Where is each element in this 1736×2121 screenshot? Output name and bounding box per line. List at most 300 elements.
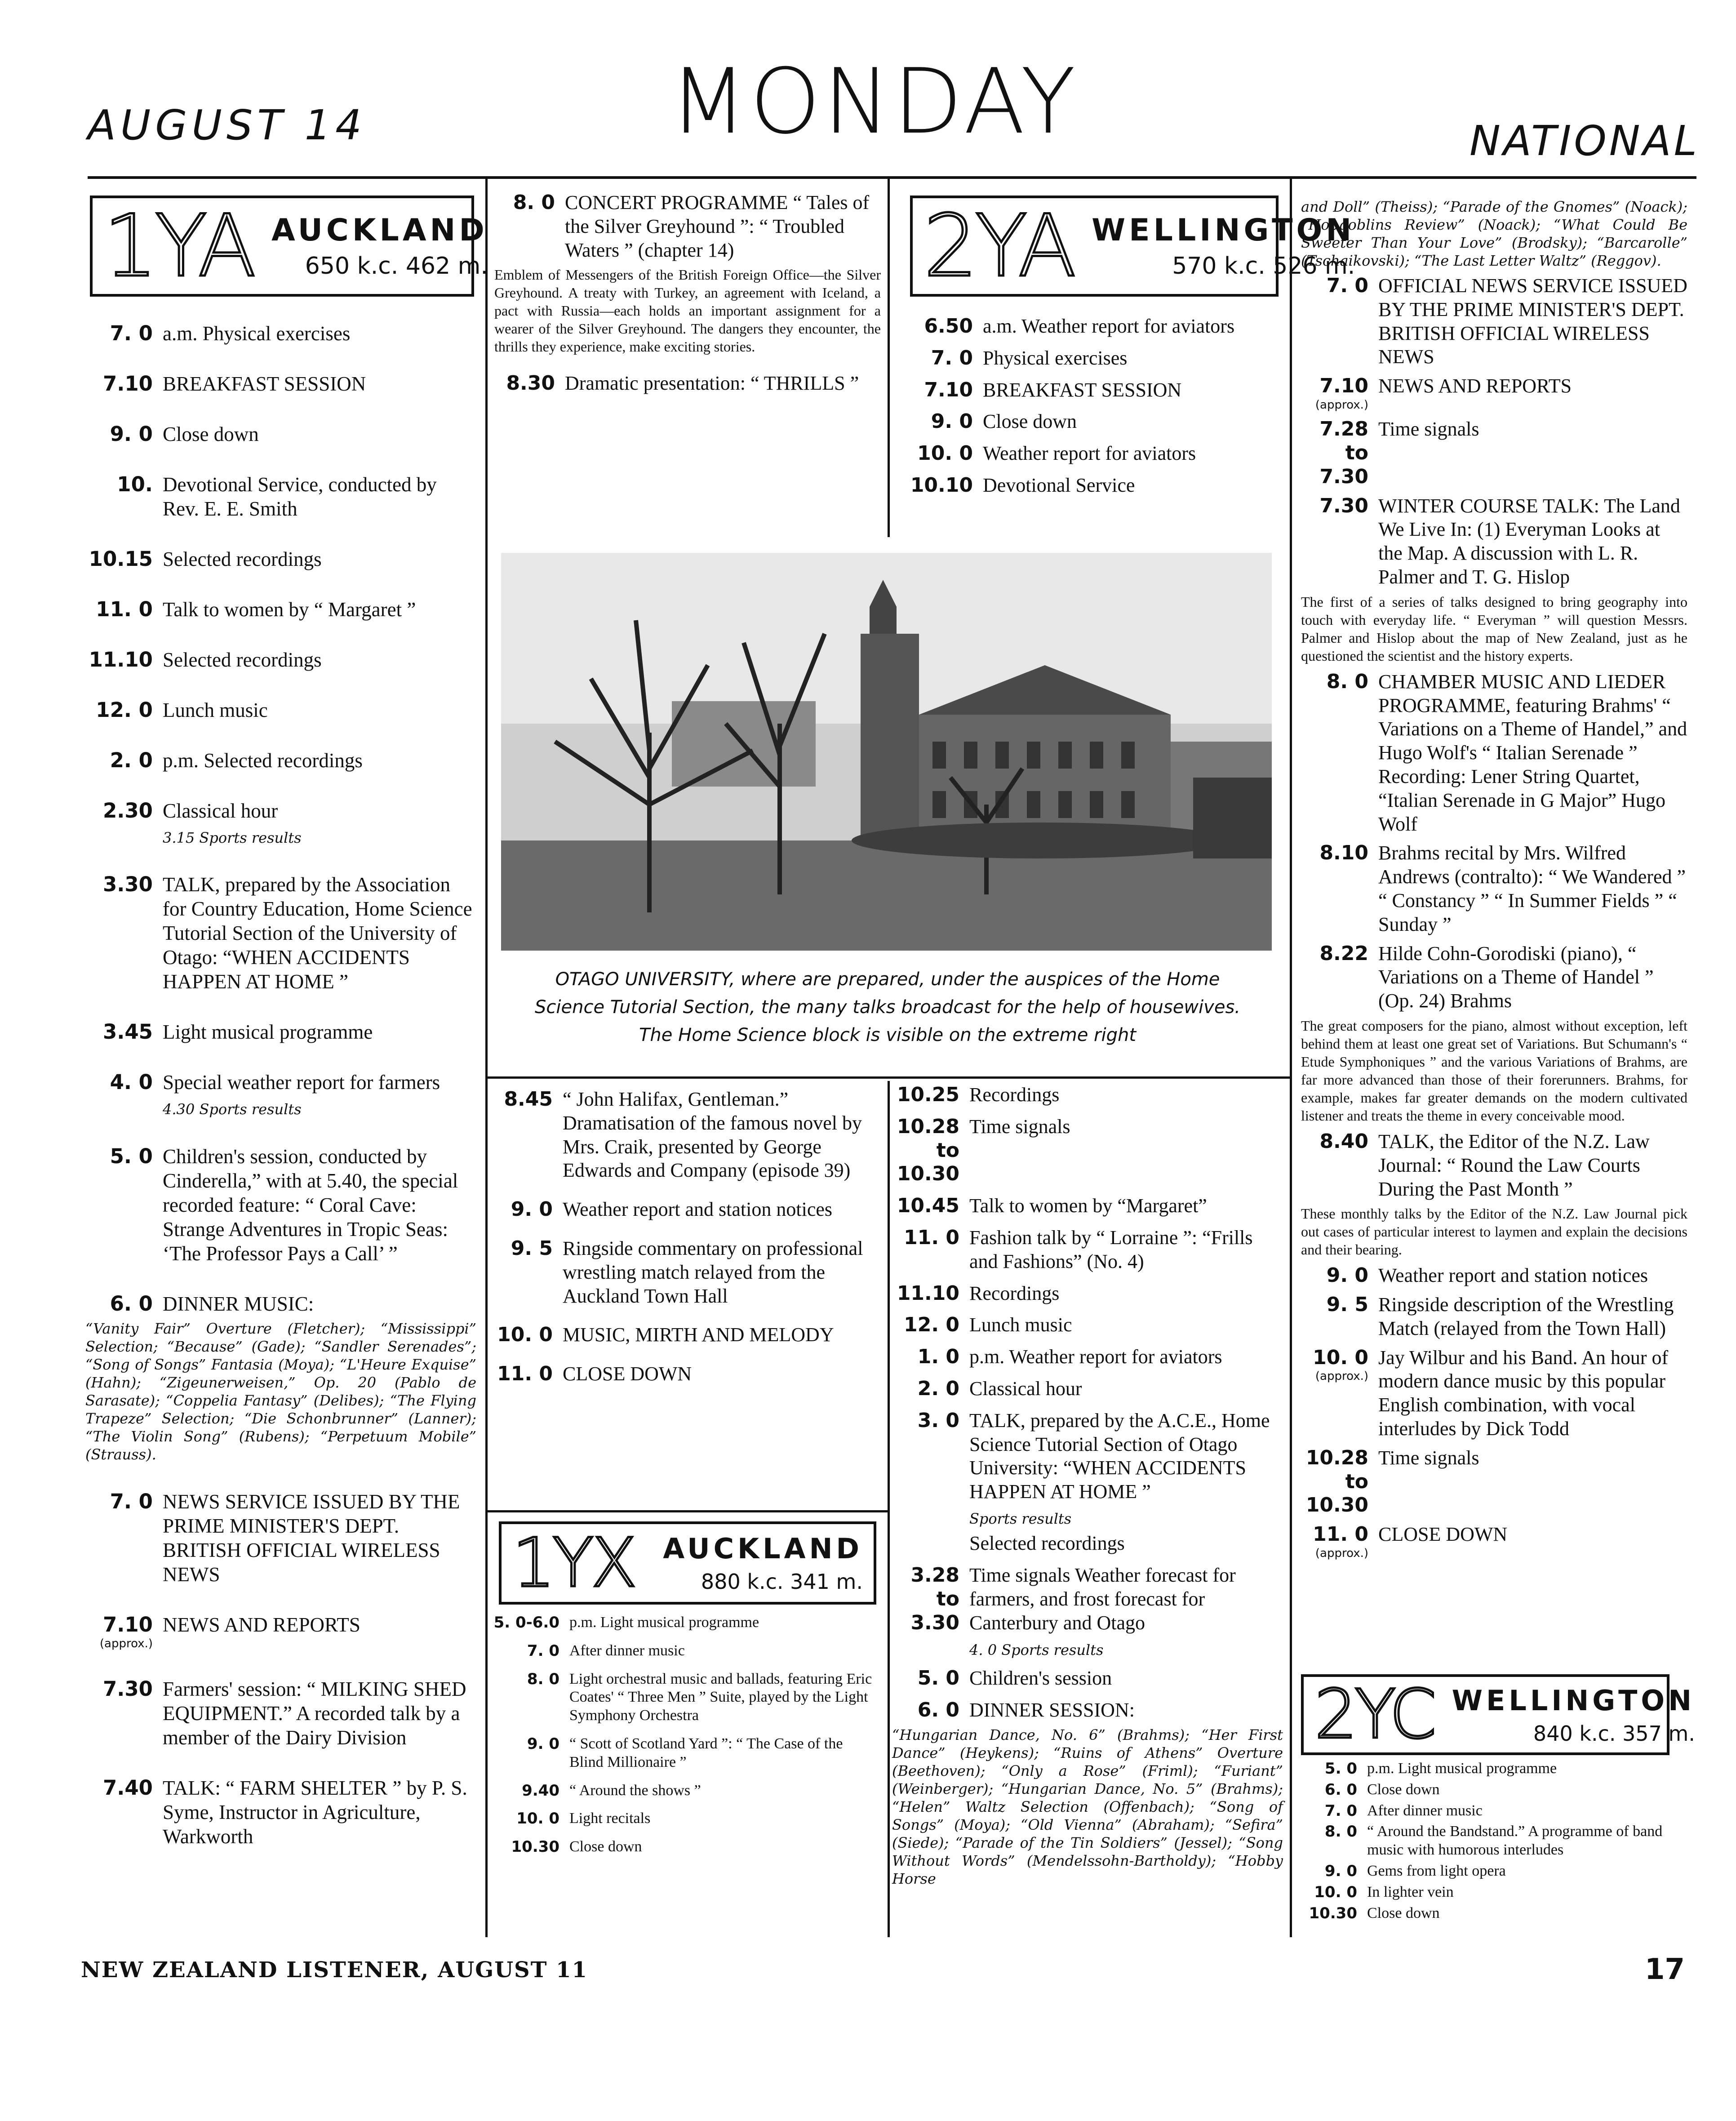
program-entry (894, 442, 1281, 466)
program-entry (892, 1115, 1283, 1186)
program-time: 11.10 (89, 648, 153, 671)
program-time: 7. 0 (527, 1641, 559, 1660)
program-time-block (85, 597, 153, 622)
program-entry (492, 1642, 879, 1660)
program-time: 8. 0 (1326, 670, 1368, 693)
program-time: 8. 0 (513, 191, 555, 214)
program-time-block (85, 1144, 153, 1266)
program-time: 5. 0 (110, 1144, 153, 1168)
program-title: CLOSE DOWN (1378, 1523, 1508, 1546)
program-title: Light recitals (569, 1810, 651, 1827)
program-details (163, 872, 476, 994)
program-entry (494, 372, 881, 396)
program-time-block (1299, 1760, 1357, 1778)
program-time-block (892, 1409, 959, 1556)
program-time: 12. 0 (904, 1313, 959, 1337)
program-time-block (492, 1323, 553, 1347)
program-list-1yx (492, 1614, 879, 1866)
program-list-2yc (1299, 1760, 1676, 1925)
program-time: 7. 0 (1324, 1801, 1357, 1820)
program-time-block (1301, 670, 1368, 836)
program-time-block (85, 1070, 153, 1118)
program-time-block (85, 472, 153, 521)
program-time-block (892, 1226, 959, 1274)
program-details (163, 1070, 476, 1118)
program-time-block (894, 347, 973, 370)
program-entry (892, 1226, 1283, 1274)
program-details (1378, 1264, 1687, 1288)
program-time-block (85, 748, 153, 773)
program-details (563, 1237, 881, 1308)
program-entry (85, 1020, 476, 1044)
program-entry (85, 1776, 476, 1849)
program-details (1378, 1446, 1687, 1517)
program-details (1367, 1823, 1676, 1859)
section-divider (485, 1076, 1290, 1079)
program-time: 7.10 (102, 1612, 153, 1636)
footer-publication: NEW ZEALAND LISTENER, AUGUST 11 (81, 1957, 588, 1983)
program-time-note: (approx.) (1315, 1370, 1368, 1383)
program-entry (85, 1677, 476, 1750)
program-title: NEWS SERVICE ISSUED BY THE PRIME MINISTER'S DEPT. BRITISH OFFICIAL WIRELESS NEWS (163, 1490, 460, 1586)
program-details (983, 347, 1281, 370)
program-time: 3.28 to 3.30 (910, 1564, 959, 1634)
program-details (163, 372, 476, 396)
program-title: CONCERT PROGRAMME “ Tales of the Silver Greyhound ”: “ Troubled Waters ” (chapter 14) (565, 191, 870, 261)
program-title: Children's session, conducted by Cinderella,” with at 5.40, the special recorded feature: “ Coral Cave: Strange Adventures in Tropic Seas: ‘The Professor Pays a Call’ ” (163, 1145, 458, 1265)
program-time-block (85, 547, 153, 571)
program-entry (894, 315, 1281, 338)
program-note: Sports results (969, 1510, 1072, 1527)
header-rule (88, 176, 1696, 179)
program-time-note: (approx.) (99, 1636, 153, 1650)
program-time: 10. (117, 472, 153, 496)
program-title: After dinner music (1367, 1802, 1483, 1819)
program-time: 7.30 (1319, 494, 1368, 517)
program-time: 2. 0 (110, 748, 153, 772)
program-details (969, 1083, 1283, 1107)
program-details (1367, 1760, 1676, 1778)
program-time-block (1299, 1883, 1357, 1902)
program-title: BREAKFAST SESSION (163, 373, 366, 395)
program-time: 10.25 (897, 1083, 959, 1106)
program-time: 8. 0 (1324, 1823, 1357, 1841)
program-entry (894, 347, 1281, 370)
program-details (163, 1020, 476, 1044)
program-details (983, 378, 1281, 402)
program-extra: Selected recordings (969, 1532, 1125, 1555)
program-title: CHAMBER MUSIC AND LIEDER PROGRAMME, featuring Brahms' “ Variations on a Theme of Handel,” and Hugo Wolf's “ Italian Serenade ” Recording: Lener String Quartet, “Italian Serenade in G Major” Hugo Wolf (1378, 670, 1687, 835)
program-time: 9. 5 (511, 1236, 553, 1260)
program-title: Close down (983, 410, 1077, 433)
program-details (969, 1313, 1283, 1337)
program-details (1378, 374, 1687, 412)
program-title: OFFICIAL NEWS SERVICE ISSUED BY THE PRIME MINISTER'S DEPT. BRITISH OFFICIAL WIRELESS NEWS (1378, 275, 1687, 368)
program-note: 4.30 Sports results (163, 1101, 302, 1118)
program-entry (1299, 1904, 1676, 1923)
program-time-block (492, 1088, 553, 1183)
program-entry (892, 1313, 1283, 1337)
program-title: Light orchestral music and ballads, featuring Eric Coates' “ Three Men ” Suite, played by the Light Symphony Orchestra (569, 1670, 872, 1724)
program-entry (492, 1735, 879, 1772)
program-details (983, 315, 1281, 338)
program-details (163, 472, 476, 521)
program-time-block (1301, 1293, 1368, 1341)
program-title: Talk to women by “Margaret” (969, 1195, 1207, 1217)
program-time: 10. 0 (1313, 1346, 1368, 1369)
program-time-note: (approx.) (1315, 1547, 1368, 1561)
program-details (163, 799, 476, 846)
program-time-block (492, 1670, 559, 1725)
program-time: 9. 0 (511, 1198, 553, 1221)
program-entry (892, 1564, 1283, 1659)
caption-line-1: OTAGO UNIVERSITY, where are prepared, under the auspices of the Home (555, 969, 1220, 990)
program-time: 9. 0 (1326, 1264, 1368, 1287)
program-time: 3.45 (102, 1020, 153, 1044)
network-label: NATIONAL (1470, 117, 1700, 165)
program-entry (892, 1409, 1283, 1556)
program-entry (1301, 274, 1687, 369)
program-entry (894, 410, 1281, 434)
program-time-block (85, 1490, 153, 1587)
program-title: Time signals Weather forecast for farmers, and frost forecast for Canterbury and Otago (969, 1564, 1236, 1634)
program-time-block (894, 410, 973, 434)
program-details (569, 1735, 879, 1772)
program-list-2ya-evening-wrap (1301, 198, 1687, 1566)
station-frequency: 880 k.c. 341 m. (701, 1570, 863, 1594)
program-time: 6. 0 (1324, 1780, 1357, 1799)
program-details (983, 474, 1281, 498)
program-time: 7.10 (924, 378, 973, 401)
program-time-block (1299, 1904, 1357, 1923)
program-title: Selected recordings (163, 649, 322, 671)
program-entry (85, 372, 476, 396)
program-time-block (892, 1313, 959, 1337)
program-entry (1299, 1760, 1676, 1778)
program-title: p.m. Weather report for aviators (969, 1346, 1222, 1368)
program-title: NEWS AND REPORTS (1378, 375, 1572, 397)
station-city: AUCKLAND (271, 213, 488, 248)
program-entry (1299, 1883, 1676, 1902)
program-details (1378, 841, 1687, 936)
program-title: a.m. Weather report for aviators (983, 315, 1235, 337)
program-list-1ya-evening (494, 191, 881, 412)
program-details (1378, 670, 1687, 836)
program-title: Time signals (1378, 1446, 1479, 1469)
page-date: AUGUST 14 (88, 101, 366, 149)
program-title: Devotional Service, conducted by Rev. E. E. Smith (163, 473, 437, 520)
program-title: Gems from light opera (1367, 1862, 1506, 1879)
program-description: These monthly talks by the Editor of the N.Z. Law Journal pick out cases of particular interest to laymen and explain the decisions and their bearing. (1301, 1205, 1687, 1258)
program-entry (892, 1345, 1283, 1369)
program-time: 10.45 (897, 1194, 959, 1218)
program-time-block (894, 442, 973, 466)
program-time: 10.30 (1309, 1904, 1357, 1922)
program-entry (85, 547, 476, 571)
program-title: Selected recordings (163, 548, 322, 570)
program-details (163, 1490, 476, 1587)
program-details (1378, 942, 1687, 1013)
program-details (569, 1642, 879, 1660)
program-time: 10. 0 (516, 1810, 559, 1828)
program-entry (85, 472, 476, 521)
program-entry (492, 1237, 881, 1308)
program-details (163, 547, 476, 571)
column-divider (888, 1081, 890, 1937)
program-title: Time signals (1378, 418, 1479, 440)
program-entry (85, 698, 476, 722)
dinner-music-continued: and Doll” (Theiss); “Parade of the Gnomes” (Noack); “Hobgoblins Review” (Noack); “What Could Be Sweeter Than Your Love” (Brodsky); “Barcarolle” (Tschaikovski); “The Last Letter Waltz” (Reggov). (1301, 198, 1687, 269)
program-title: Fashion talk by “ Lorraine ”: “Frills and Fashions” (No. 4) (969, 1226, 1253, 1272)
station-call-sign: 1YX (512, 1524, 635, 1602)
program-time: 8. 0 (527, 1670, 559, 1688)
page-number: 17 (1645, 1953, 1685, 1986)
program-time: 7.10 (1319, 374, 1368, 398)
program-entry (1301, 418, 1687, 489)
program-details (983, 410, 1281, 434)
program-details (565, 191, 881, 262)
station-call-sign: 2YC (1314, 1676, 1434, 1754)
program-time: 1. 0 (917, 1345, 959, 1369)
program-title: Weather report and station notices (563, 1198, 833, 1221)
program-entry (1299, 1823, 1676, 1859)
program-time: 8.40 (1319, 1129, 1368, 1153)
program-time: 9. 5 (1326, 1293, 1368, 1316)
program-description: The great composers for the piano, almost without exception, left behind them at least one great set of Variations. But Schumann's “ Etude Symphoniques ” and the various Variations of Brahms, are far more advanced than those of their forerunners. Brahms, for example, makes far greater demands on the modern cultivated listener and treats the theme in every conceivable mood. (1301, 1017, 1687, 1124)
program-entry (492, 1088, 881, 1183)
program-time: 6.50 (924, 315, 973, 338)
program-details (569, 1670, 879, 1725)
program-time-block (85, 698, 153, 722)
program-time: 11.10 (897, 1281, 959, 1305)
program-time-block (1301, 1523, 1368, 1561)
program-details (563, 1323, 881, 1347)
column-divider (888, 178, 890, 537)
program-time: 5. 0-6.0 (493, 1614, 559, 1632)
program-entry (492, 1810, 879, 1828)
program-time-block (1301, 942, 1368, 1013)
program-time-block (85, 1020, 153, 1044)
program-details (163, 1776, 476, 1849)
program-title: “ Scott of Scotland Yard ”: “ The Case of the Blind Millionaire ” (569, 1735, 843, 1770)
program-title: TALK, the Editor of the N.Z. Law Journal: “ Round the Law Courts During the Past Month ” (1378, 1130, 1650, 1200)
station-city: WELLINGTON (1452, 1684, 1695, 1717)
program-time-block (85, 1776, 153, 1849)
program-time-note: (approx.) (1315, 398, 1368, 412)
program-time-block (1301, 1446, 1368, 1517)
program-title: WINTER COURSE TALK: The Land We Live In: (1) Everyman Looks at the Map. A discussion with L. R. Palmer and T. G. Hislop (1378, 494, 1680, 588)
station-city: AUCKLAND (663, 1532, 863, 1565)
program-time-block (1301, 1346, 1368, 1441)
program-time-block (492, 1838, 559, 1856)
program-time-block (1299, 1862, 1357, 1881)
program-time-block (892, 1564, 959, 1659)
program-time-block (1301, 1130, 1368, 1201)
program-entry (1299, 1862, 1676, 1881)
program-title: In lighter vein (1367, 1883, 1454, 1900)
program-details (569, 1614, 879, 1632)
program-time: 3. 0 (917, 1409, 959, 1432)
program-title: BREAKFAST SESSION (983, 378, 1182, 401)
program-title: Ringside description of the Wrestling Match (relayed from the Town Hall) (1378, 1294, 1674, 1339)
program-entry (1301, 670, 1687, 836)
program-details (163, 1677, 476, 1750)
program-details (969, 1345, 1283, 1369)
program-time: 7. 0 (110, 1489, 153, 1513)
program-entry (492, 1782, 879, 1800)
program-title: Devotional Service (983, 474, 1135, 496)
station-call-sign: 1YA (103, 196, 254, 296)
program-list-1ya-late (492, 1088, 881, 1401)
program-time: 10. 0 (917, 442, 973, 465)
program-title: Weather report and station notices (1378, 1264, 1648, 1287)
program-entry (85, 648, 476, 672)
program-entry (494, 191, 881, 262)
program-title: Recordings (969, 1282, 1060, 1304)
otago-university-illustration (501, 553, 1272, 951)
program-details (163, 698, 476, 722)
program-details (983, 442, 1281, 466)
program-title: Recordings (969, 1084, 1060, 1106)
program-time: 8.45 (504, 1088, 553, 1111)
program-details (969, 1699, 1283, 1722)
program-details (163, 648, 476, 672)
program-entry (492, 1614, 879, 1632)
program-time-block (892, 1699, 959, 1722)
program-time: 10.30 (511, 1838, 559, 1856)
program-title: Ringside commentary on professional wrestling match relayed from the Auckland Town Hall (563, 1237, 863, 1307)
program-time: 10.28 to 10.30 (1305, 1446, 1368, 1517)
program-time: 3.30 (102, 872, 153, 897)
column-divider (1290, 178, 1292, 1937)
program-title: Close down (163, 423, 259, 445)
program-entry (492, 1198, 881, 1222)
program-details (569, 1838, 879, 1856)
program-title: DINNER SESSION: (969, 1699, 1135, 1721)
program-time-block (85, 321, 153, 346)
program-time-block (892, 1667, 959, 1690)
program-time-block (1301, 374, 1368, 412)
program-details (1378, 1293, 1687, 1341)
program-time: 6. 0 (110, 1291, 153, 1316)
program-details (1378, 1346, 1687, 1441)
program-details (969, 1226, 1283, 1274)
program-time: 7. 0 (1326, 274, 1368, 297)
station-frequency: 840 k.c. 357 m. (1533, 1721, 1695, 1746)
program-title: TALK: “ FARM SHELTER ” by P. S. Syme, Instructor in Agriculture, Warkworth (163, 1776, 467, 1848)
photo-caption (490, 965, 1285, 1049)
program-title: p.m. Light musical programme (1367, 1760, 1557, 1777)
program-title: Close down (569, 1838, 642, 1855)
program-entry (85, 422, 476, 446)
program-details (969, 1377, 1283, 1401)
program-title: “ Around the shows ” (569, 1782, 701, 1799)
program-details (563, 1362, 881, 1386)
program-details (1367, 1781, 1676, 1799)
program-details (569, 1782, 879, 1800)
program-entry (1301, 494, 1687, 589)
program-entry (1301, 1523, 1687, 1561)
program-title: Lunch music (163, 699, 268, 721)
program-time-block (492, 1810, 559, 1828)
program-note: 4. 0 Sports results (969, 1641, 1104, 1659)
program-time: 10.28 to 10.30 (897, 1115, 959, 1186)
program-time-block (1301, 841, 1368, 936)
program-entry (892, 1282, 1283, 1306)
program-time: 5. 0 (1324, 1760, 1357, 1778)
station-logo-1ya (90, 196, 488, 297)
program-title: “ Around the Bandstand.” A programme of band music with humorous interludes (1367, 1823, 1663, 1859)
program-title: Dramatic presentation: “ THRILLS ” (565, 372, 859, 395)
program-time-block (1299, 1802, 1357, 1820)
program-time: 4. 0 (110, 1070, 153, 1094)
program-time-block (492, 1237, 553, 1308)
program-entry (1301, 1346, 1687, 1441)
program-title: Weather report for aviators (983, 442, 1196, 465)
program-time-block (85, 872, 153, 994)
program-description: “Hungarian Dance, No. 6” (Brahms); “Her First Dance” (Heykens); “Ruins of Athens” Overture (Beethoven); “Only a Rose” (Friml); “Furiant” (Weinberger); “Hungarian Dance, No. 5” (Brahms); “Helen” Waltz Selection (Offenbach); “Song of Songs” (Moya); “Old Vienna” (Abraham); “Sefira” (Siede); “Parade of the Tin Soldiers” (Jessel); “Song Without Words” (Mendelssohn-Bartholdy); “Hobby Horse (892, 1726, 1283, 1887)
program-time: 9. 0 (527, 1734, 559, 1753)
program-details (1367, 1883, 1676, 1902)
program-time: 10.10 (910, 473, 973, 497)
program-entry (892, 1667, 1283, 1690)
program-time: 7.30 (102, 1676, 153, 1701)
station-logo-2ya (910, 196, 1355, 297)
program-time-block (892, 1345, 959, 1369)
program-title: NEWS AND REPORTS (163, 1613, 360, 1636)
program-entry (1301, 841, 1687, 936)
program-title: “ John Halifax, Gentleman.” Dramatisation of the famous novel by Mrs. Craik, presented by George Edwards and Company (episode 39) (563, 1088, 862, 1182)
program-time-block (494, 191, 555, 262)
program-entry (892, 1377, 1283, 1401)
program-time-block (85, 648, 153, 672)
station-city: WELLINGTON (1092, 213, 1355, 248)
program-title: Physical exercises (983, 347, 1128, 369)
program-title: Children's session (969, 1667, 1112, 1689)
program-time: 7.10 (102, 372, 153, 396)
program-time-block (894, 315, 973, 338)
program-details (163, 748, 476, 773)
program-description: “Vanity Fair” Overture (Fletcher); “Mississippi” Selection; “Because” (Gade); “Sandler Serenades”; “Song of Songs” Fantasia (Moya); “L'Heure Exquise” (Hahn); “Zigeunerweisen,” Op. 20 (Pablo de Sarasate); “Coppelia Fantasy” (Delibes); “The Flying Trapeze” Selection; “Die Schonbrunner” (Lanner); “The Violin Song” (Rubens); “Perpetuum Mobile” (Strauss). (85, 1320, 476, 1463)
program-entry (85, 321, 476, 346)
program-entry (892, 1699, 1283, 1722)
program-title: CLOSE DOWN (563, 1363, 692, 1385)
program-title: Close down (1367, 1904, 1440, 1921)
program-entry (892, 1194, 1283, 1218)
program-entry (1301, 1264, 1687, 1288)
program-time: 11. 0 (497, 1362, 553, 1386)
program-list-1ya (85, 321, 476, 1875)
program-time: 10. 0 (497, 1323, 553, 1347)
program-title: a.m. Physical exercises (163, 322, 351, 345)
program-time-block (85, 422, 153, 446)
program-time-block (492, 1614, 559, 1632)
program-title: Farmers' session: “ MILKING SHED EQUIPMENT.” A recorded talk by a member of the Dairy Division (163, 1677, 466, 1749)
program-list-2ya (894, 315, 1281, 506)
program-entry (1299, 1781, 1676, 1799)
program-entry (85, 748, 476, 773)
program-entry (1301, 1130, 1687, 1201)
program-entry (1301, 1446, 1687, 1517)
program-time-block (894, 378, 973, 402)
station-frequency: 650 k.c. 462 m. (305, 253, 488, 280)
program-details (1378, 418, 1687, 489)
program-title: p.m. Light musical programme (569, 1614, 759, 1631)
otago-university-photo (501, 553, 1272, 951)
program-time: 5. 0 (917, 1666, 959, 1690)
program-details (163, 1144, 476, 1266)
station-logo-2yc (1301, 1674, 1695, 1755)
